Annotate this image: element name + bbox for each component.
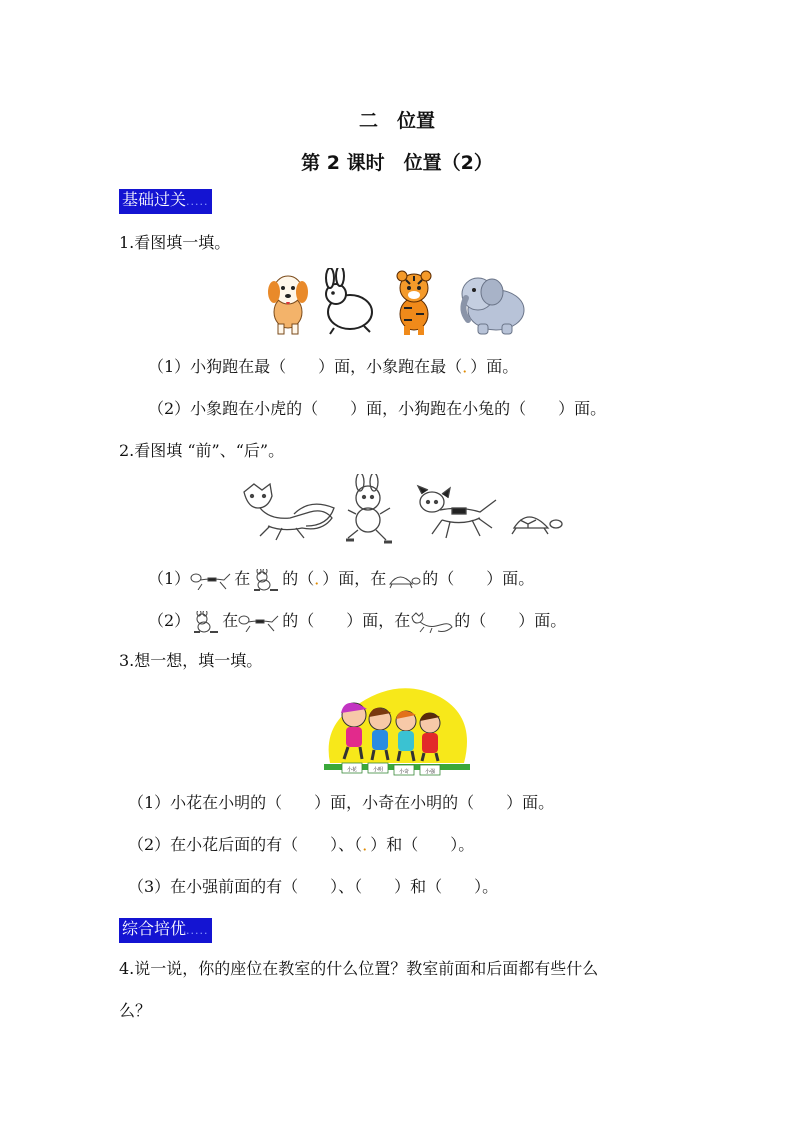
turtle-icon bbox=[386, 571, 422, 589]
q2-stem: 2.看图填 “前”、“后”。 bbox=[119, 441, 285, 460]
hint-dot: ． bbox=[362, 835, 371, 854]
q4-line2: 么？ bbox=[119, 1001, 152, 1020]
section-dots: ..... bbox=[186, 195, 209, 208]
q3-line3: （3）在小强前面的有（ ）、（ ）和（ ）。 bbox=[128, 877, 499, 896]
q1-stem: 1.看图填一填。 bbox=[119, 233, 231, 252]
q1-line1-text: （1）小狗跑在最（ ）面，小象跑在最（ bbox=[148, 357, 463, 376]
card-label: 小奇 bbox=[398, 769, 410, 775]
q3-stem: 3.想一想，填一填。 bbox=[119, 651, 263, 670]
q1-line1-text-end: ）面。 bbox=[470, 357, 519, 376]
q2-line1-of: 的（ bbox=[282, 569, 315, 588]
rabbit-icon bbox=[326, 268, 372, 334]
q2-line1-end: 的（ ）面。 bbox=[422, 569, 535, 588]
section-dots: ..... bbox=[186, 924, 209, 937]
rabbit-icon bbox=[250, 569, 282, 591]
q2-line2-num: （2） bbox=[148, 611, 191, 630]
rabbit-icon bbox=[190, 611, 222, 633]
q2-line2 bbox=[148, 610, 566, 633]
section-basic-label: 基础过关 bbox=[122, 190, 187, 209]
fox-icon bbox=[410, 611, 454, 633]
q2-line1 bbox=[148, 568, 534, 591]
dog-icon bbox=[268, 276, 308, 334]
q3-line2-text: （2）在小花后面的有（ ）、（ bbox=[128, 835, 363, 854]
card-label: 小明 bbox=[372, 767, 384, 773]
q3-line2 bbox=[128, 834, 474, 856]
q2-line2-at: 在 bbox=[222, 611, 239, 630]
q3-line1: （1）小花在小明的（ ）面，小奇在小明的（ ）面。 bbox=[128, 793, 555, 812]
q2-race-illustration bbox=[236, 474, 566, 548]
card-label: 小花 bbox=[346, 767, 358, 773]
hint-dot: ． bbox=[314, 569, 323, 588]
q1-line2: （2）小象跑在小虎的（ ）面，小狗跑在小兔的（ ）面。 bbox=[148, 399, 607, 418]
q1-line1 bbox=[148, 356, 518, 378]
section-advanced bbox=[119, 918, 212, 943]
q2-line1-num: （1） bbox=[148, 569, 191, 588]
card-label: 小强 bbox=[424, 769, 436, 775]
q3-children-illustration bbox=[324, 683, 470, 777]
turtle-icon bbox=[512, 517, 562, 534]
hint-dot: ． bbox=[462, 357, 471, 376]
q2-line2-end: 的（ ）面。 bbox=[454, 611, 567, 630]
fox-icon bbox=[244, 484, 334, 540]
q4-line1: 4.说一说，你的座位在教室的什么位置？教室前面和后面都有些什么 bbox=[119, 959, 599, 978]
q2-line1-mid: ）面，在 bbox=[322, 569, 387, 588]
q3-line2-text-end: ）和（ ）。 bbox=[370, 835, 475, 854]
section-advanced-label: 综合培优 bbox=[122, 919, 187, 938]
rabbit-icon bbox=[346, 474, 392, 542]
dog-icon bbox=[238, 612, 282, 632]
q2-line1-at: 在 bbox=[234, 569, 251, 588]
section-basic bbox=[119, 189, 212, 214]
dog-icon bbox=[418, 486, 496, 538]
q2-line2-mid: 的（ ）面，在 bbox=[282, 611, 411, 630]
elephant-icon bbox=[462, 278, 524, 334]
page-title: 二 位置 bbox=[358, 110, 435, 132]
tiger-icon bbox=[397, 271, 431, 335]
q1-animals-illustration bbox=[262, 268, 532, 336]
dog-icon bbox=[190, 570, 234, 590]
page-subtitle: 第 2 课时 位置（2） bbox=[301, 152, 493, 174]
